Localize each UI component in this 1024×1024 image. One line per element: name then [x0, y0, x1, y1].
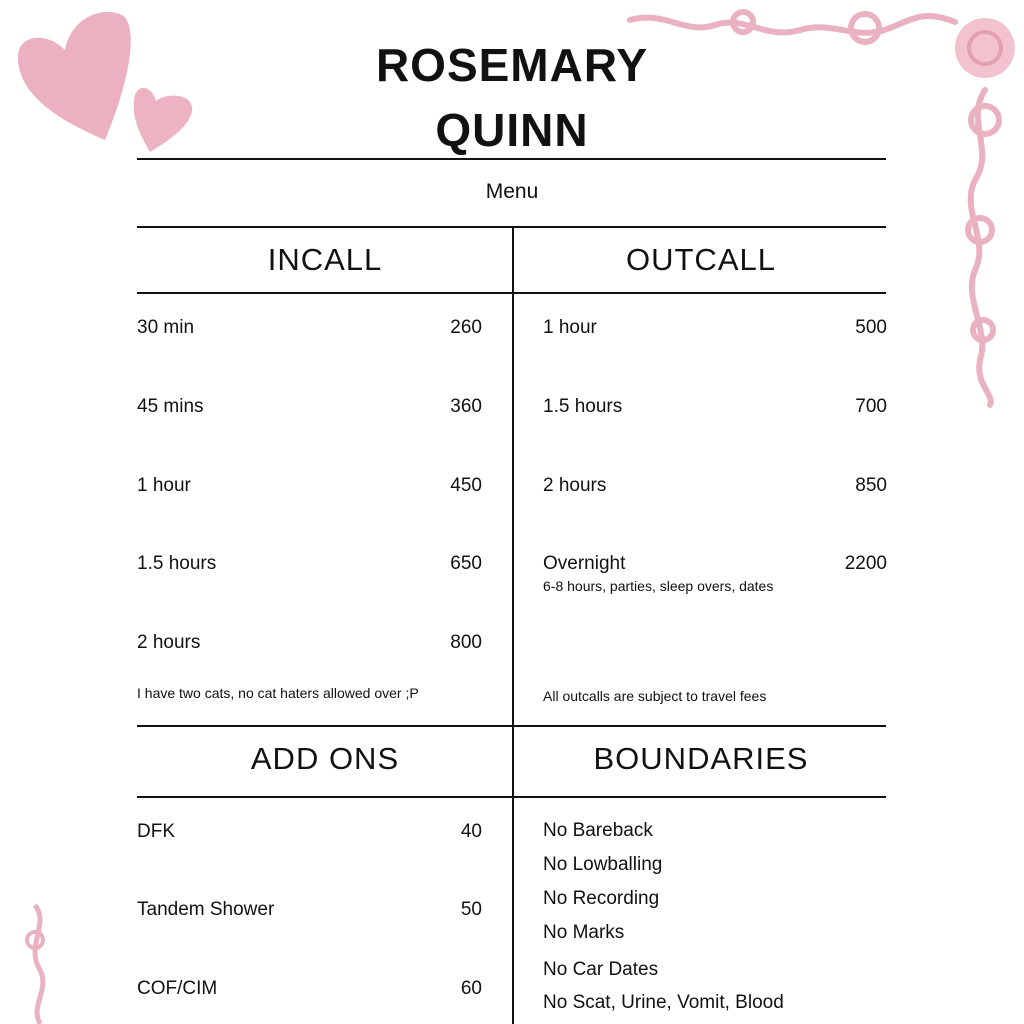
incall-heading: INCALL: [267, 242, 383, 277]
page-title-line1: ROSEMARY: [375, 39, 649, 91]
addon-item: [137, 977, 482, 1001]
outcall-heading: OUTCALL: [626, 242, 776, 277]
addons-heading: ADD ONS: [250, 741, 400, 776]
addon-item: [137, 820, 482, 844]
boundary-item: No Recording: [543, 888, 660, 909]
item-price: 800: [450, 632, 482, 653]
item-price: 450: [450, 475, 482, 496]
item-label: Tandem Shower: [137, 899, 275, 920]
boundary-item: No Bareback: [543, 820, 653, 841]
outcall-item: [543, 316, 887, 340]
outcall-note: All outcalls are subject to travel fees: [543, 688, 767, 704]
item-price: 650: [450, 553, 482, 574]
boundary-item: No Scat, Urine, Vomit, Blood: [543, 992, 784, 1013]
divider: [137, 158, 886, 160]
boundary-item: No Marks: [543, 922, 625, 943]
item-label: 30 min: [137, 317, 195, 338]
boundary-item: No Car Dates: [543, 959, 659, 980]
item-label: 1 hour: [137, 475, 191, 496]
item-price: 50: [460, 899, 482, 920]
floral-scroll-left-icon: [15, 900, 55, 1024]
incall-item: [137, 552, 482, 576]
item-label: 1.5 hours: [543, 396, 623, 417]
item-label: COF/CIM: [137, 978, 218, 999]
item-label: 2 hours: [543, 475, 607, 496]
item-price: 40: [460, 821, 482, 842]
column-divider: [512, 227, 514, 1024]
boundaries-heading: BOUNDARIES: [593, 741, 809, 776]
item-label: DFK: [137, 821, 175, 842]
outcall-item: [543, 552, 887, 576]
item-label: 45 mins: [137, 396, 204, 417]
overnight-detail: 6-8 hours, parties, sleep overs, dates: [543, 578, 774, 594]
item-label: 1 hour: [543, 317, 597, 338]
boundary-item: No Lowballing: [543, 854, 663, 875]
item-label: 1.5 hours: [137, 553, 217, 574]
incall-item: [137, 316, 482, 340]
item-price: 360: [450, 396, 482, 417]
item-price: 700: [855, 396, 887, 417]
item-price: 500: [855, 317, 887, 338]
item-label: 2 hours: [137, 632, 201, 653]
incall-item: [137, 474, 482, 498]
outcall-item: [543, 395, 887, 419]
item-price: 850: [855, 475, 887, 496]
menu-subtitle: Menu: [485, 180, 539, 203]
item-price: 2200: [844, 553, 887, 574]
addon-item: [137, 898, 482, 922]
incall-item: [137, 631, 482, 655]
page-title-line2: QUINN: [435, 104, 589, 156]
incall-item: [137, 395, 482, 419]
item-label: Overnight: [543, 553, 626, 574]
item-price: 260: [450, 317, 482, 338]
incall-note: I have two cats, no cat haters allowed over ;P: [137, 685, 419, 701]
outcall-item: [543, 474, 887, 498]
item-price: 60: [460, 978, 482, 999]
